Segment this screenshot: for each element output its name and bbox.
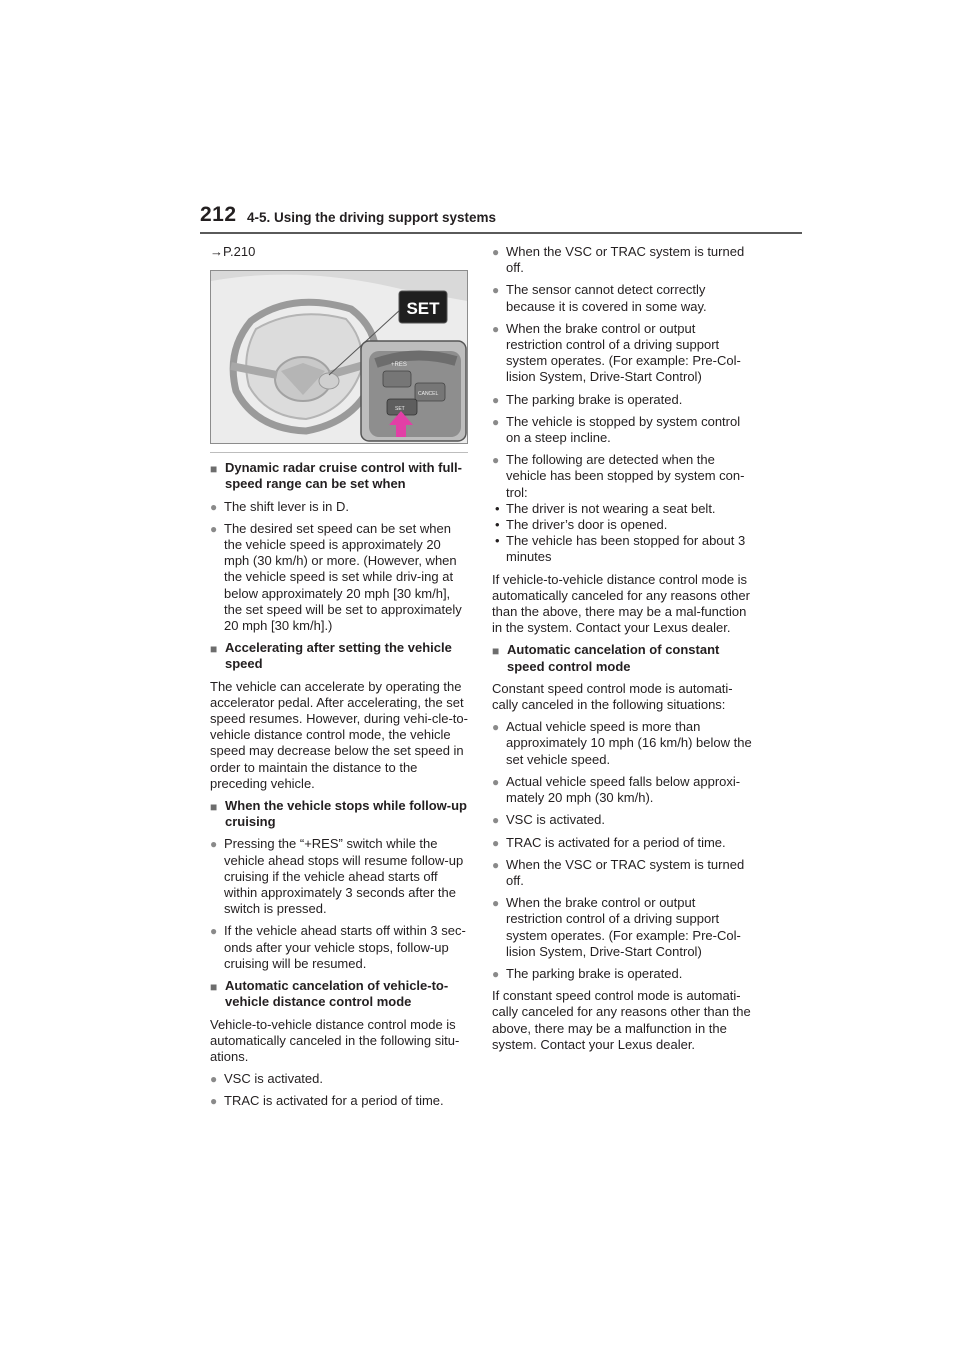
steering-switch-figure [210,270,468,444]
list-item: ● TRAC is activated for a period of time. [492,834,726,850]
sub-list-item: • The vehicle has been stopped for about 3 minutes [495,533,746,565]
bullet-dot-icon: • [495,517,500,533]
sub-list [492,501,754,566]
list-item: ● When the brake control or output restriction control of a driving support system operates. (For example: Pre-Col-lision System, Drive-Start Control) [492,320,741,385]
left-column [210,244,468,1116]
bullet-circle-icon: ● [492,774,500,789]
paragraph: If constant speed control mode is automati-cally canceled for any reasons other than the above, there may be a malfunction in the system. Contact your Lexus dealer. [492,988,751,1052]
steering-wheel-illustration [211,271,467,443]
res-switch-label: +RES [391,362,407,369]
bullet-circle-icon: ● [210,1072,218,1087]
list-item: ● When the VSC or TRAC system is turned off. [492,856,745,888]
bullet-circle-icon: ● [492,720,500,735]
list-item: ● If the vehicle ahead starts off within 3 sec-onds after your vehicle stops, follow-up cruising will be resumed. [210,923,466,971]
bullet-circle-icon: ● [492,283,500,298]
paragraph: Vehicle-to-vehicle distance control mode is automatically canceled in the following situ-ations. [210,1016,460,1064]
paragraph: Constant speed control mode is automati-cally canceled in the following situations: [492,680,733,713]
square-marker-icon: ■ [210,980,218,995]
page-reference: →P.210 [210,244,256,259]
section-title: 4-5. Using the driving support systems [247,210,497,225]
list-item: ● Pressing the “+RES” switch while the vehicle ahead stops will resume follow-up cruising if the vehicle ahead starts off within approximately 3 seconds after the switch is pressed. [210,836,464,917]
list-item: ● The vehicle is stopped by system control on a steep incline. [492,413,741,446]
set-switch-label: SET [395,406,405,413]
square-marker-icon: ■ [210,800,218,815]
section-heading: ■ Automatic cancelation of constant speed control mode [492,642,720,674]
section-heading: ■ Accelerating after setting the vehicle speed [210,640,452,672]
bullet-circle-icon: ● [492,857,500,872]
bullet-circle-icon: ● [492,392,500,407]
page-number: 212 [200,203,237,226]
bullet-circle-icon: ● [210,499,218,514]
bullet-circle-icon: ● [492,245,500,259]
list-item: ● TRAC is activated for a period of time. [210,1093,444,1109]
list-item: ● The desired set speed can be set when the vehicle speed is approximately 20 mph (30 km/h) or more. (However, when the vehicle speed is set while driv-ing at below approximately 20 mph [30 km/h], the set speed will be set to approximately 20 mph [30 km/h].) [210,520,462,634]
list-item: ● The following are detected when the vehicle has been stopped by system con-trol: [492,452,745,500]
sub-list-item: • The driver is not wearing a seat belt. [495,500,716,516]
sub-list-item: • The driver’s door is opened. [495,517,668,533]
list-item: ● Actual vehicle speed falls below approxi-mately 20 mph (30 km/h). [492,773,741,806]
bullet-circle-icon: ● [492,414,500,429]
section-heading: ■ Automatic cancelation of vehicle-to-vehicle distance control mode [210,978,449,1010]
list-item: ● The parking brake is operated. [492,391,683,407]
figure-divider [210,452,468,453]
bullet-circle-icon: ● [492,813,500,828]
section-heading: ■ When the vehicle stops while follow-up cruising [210,798,467,830]
paragraph: If vehicle-to-vehicle distance control mode is automatically canceled for any reasons other than the above, there may be a mal-function in the system. Contact your Lexus dealer. [492,571,750,636]
list-item: ● When the brake control or output restriction control of a driving support system operates. (For example: Pre-Col-lision System, Drive-Start Control) [492,895,741,959]
bullet-circle-icon: ● [492,321,500,336]
list-item: ● The shift lever is in D. [210,498,349,514]
bullet-circle-icon: ● [210,1094,218,1109]
square-marker-icon: ■ [492,644,500,659]
list-item: ● Actual vehicle speed is more than approximately 10 mph (16 km/h) below the set vehicle speed. [492,719,752,767]
bullet-circle-icon: ● [210,924,218,939]
square-marker-icon: ■ [210,462,218,477]
bullet-circle-icon: ● [492,835,500,850]
section-heading: ■ Dynamic radar cruise control with full-speed range can be set when [210,460,462,492]
bullet-dot-icon: • [495,500,500,516]
list-item: ● When the VSC or TRAC system is turned off. [492,244,745,276]
square-marker-icon: ■ [210,642,218,657]
header-rule [200,232,802,234]
bullet-circle-icon: ● [492,896,500,911]
list-item: ● The sensor cannot detect correctly because it is covered in some way. [492,282,707,314]
list-item: ● The parking brake is operated. [492,965,683,981]
set-callout-label: SET [406,299,440,319]
cancel-switch-label: CANCEL [418,391,439,398]
bullet-dot-icon: • [495,533,500,549]
bullet-circle-icon: ● [210,521,218,536]
list-item: ● VSC is activated. [210,1071,323,1087]
list-item: ● VSC is activated. [492,812,605,828]
bullet-circle-icon: ● [492,966,500,981]
paragraph: The vehicle can accelerate by operating the accelerator pedal. After accelerating, the set speed resumes. However, during vehi-cle-to-vehicle distance control mode, the vehicle speed may decrease below the set speed in order to maintain the distance to the preceding vehicle. [210,678,468,791]
bullet-circle-icon: ● [210,837,218,852]
right-column [492,244,754,1059]
bullet-circle-icon: ● [492,453,500,468]
